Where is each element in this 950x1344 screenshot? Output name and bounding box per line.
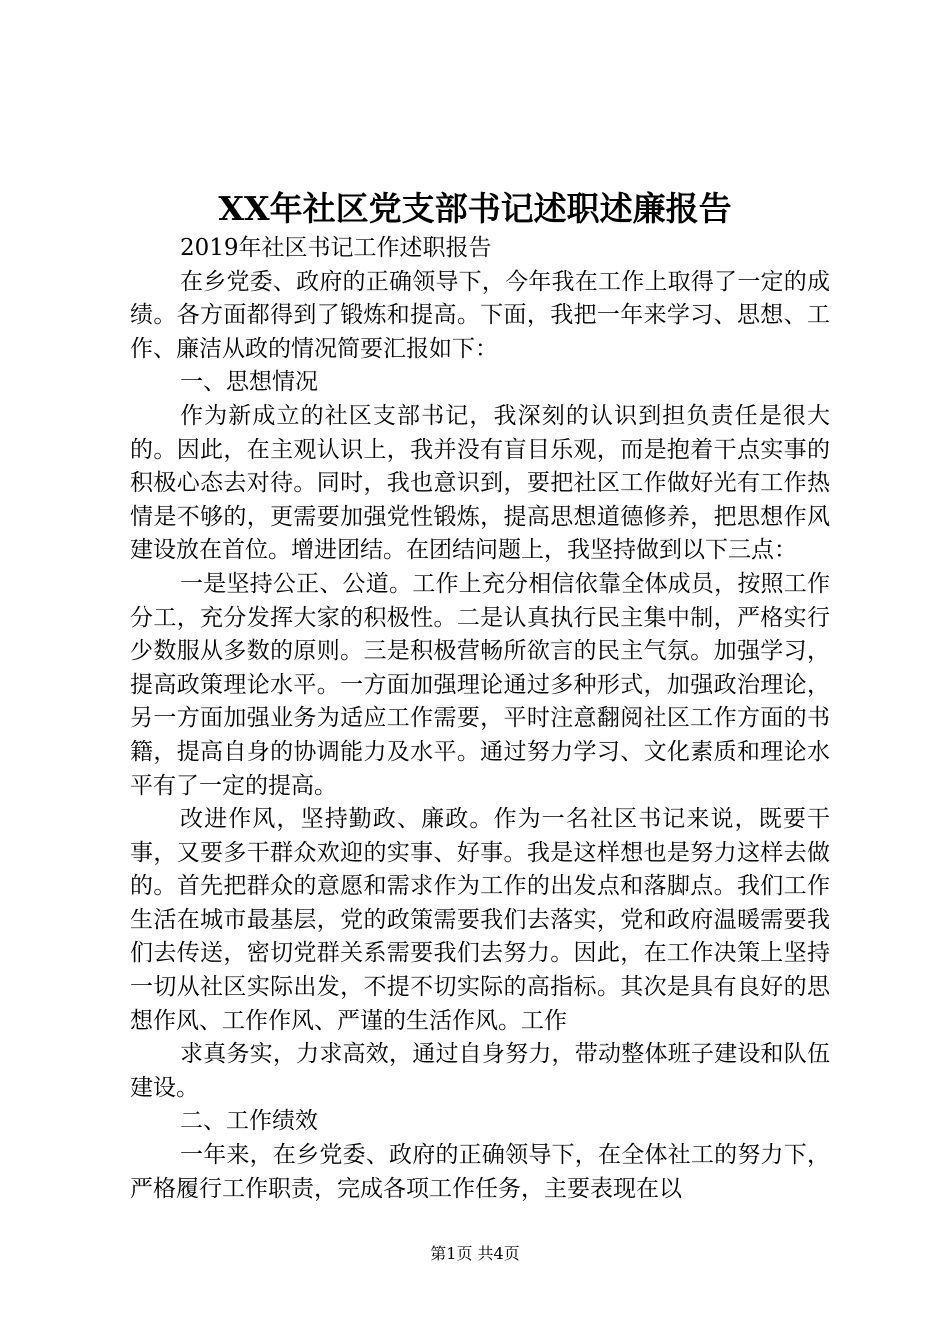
section-heading-1: 一、思想情况 (180, 369, 318, 396)
paragraph-principles: 一是坚持公正、公道。工作上充分相信依靠全体成员，按照工作分工，充分发挥大家的积极性。二是认真执行民主集中制，严格实行少数服从多数的原则。三是积极营畅所欲言的民主气氛。加强学习，提高政策理论水平。一方面加强理论通过多种形式，加强政治理论，另一方面加强业务为适应工作需要，平时注意翻阅社区工作方面的书籍，提高自身的协调能力及水平。通过努力学习、文化素质和理论水平有了一定的提高。 (130, 570, 830, 799)
section-heading-2: 二、工作绩效 (180, 1108, 318, 1135)
paragraph-thoughts: 作为新成立的社区支部书记，我深刻的认识到担负责任是很大的。因此，在主观认识上，我并没有盲目乐观，而是抱着干点实事的积极心态去对待。同时，我也意识到，要把社区工作做好光有工作热情是不够的，更需要加强党性锻炼，提高思想道德修养，把思想作风建设放在首位。增进团结。在团结问题上，我坚持做到以下三点： (130, 402, 830, 564)
paragraph-efficiency: 求真务实，力求高效，通过自身努力，带动整体班子建设和队伍建设。 (130, 1041, 830, 1101)
paragraph-intro: 在乡党委、政府的正确领导下，今年我在工作上取得了一定的成绩。各方面都得到了锻炼和提高。下面，我把一年来学习、思想、工作、廉洁从政的情况简要汇报如下： (130, 268, 830, 362)
document-title: XX年社区党支部书记述职述廉报告 (218, 189, 732, 228)
page-number-footer: 第1页 共4页 (430, 1244, 520, 1263)
document-body (130, 232, 830, 1206)
paragraph-work-style: 改进作风，坚持勤政、廉政。作为一名社区书记来说，既要干事，又要多干群众欢迎的实事、好事。我是这样想也是努力这样去做的。首先把群众的意愿和需求作为工作的出发点和落脚点。我们工作生活在城市最基层，党的政策需要我们去落实，党和政府温暖需要我们去传送，密切党群关系需要我们去努力。因此，在工作决策上坚持一切从社区实际出发，不提不切实际的高指标。其次是具有良好的思想作风、工作作风、严谨的生活作风。工作 (130, 806, 830, 1034)
paragraph-achievements: 一年来，在乡党委、政府的正确领导下，在全体社工的努力下，严格履行工作职责，完成各项工作任务，主要表现在以 (130, 1142, 830, 1202)
paragraph-subtitle: 2019年社区书记工作述职报告 (180, 235, 492, 261)
